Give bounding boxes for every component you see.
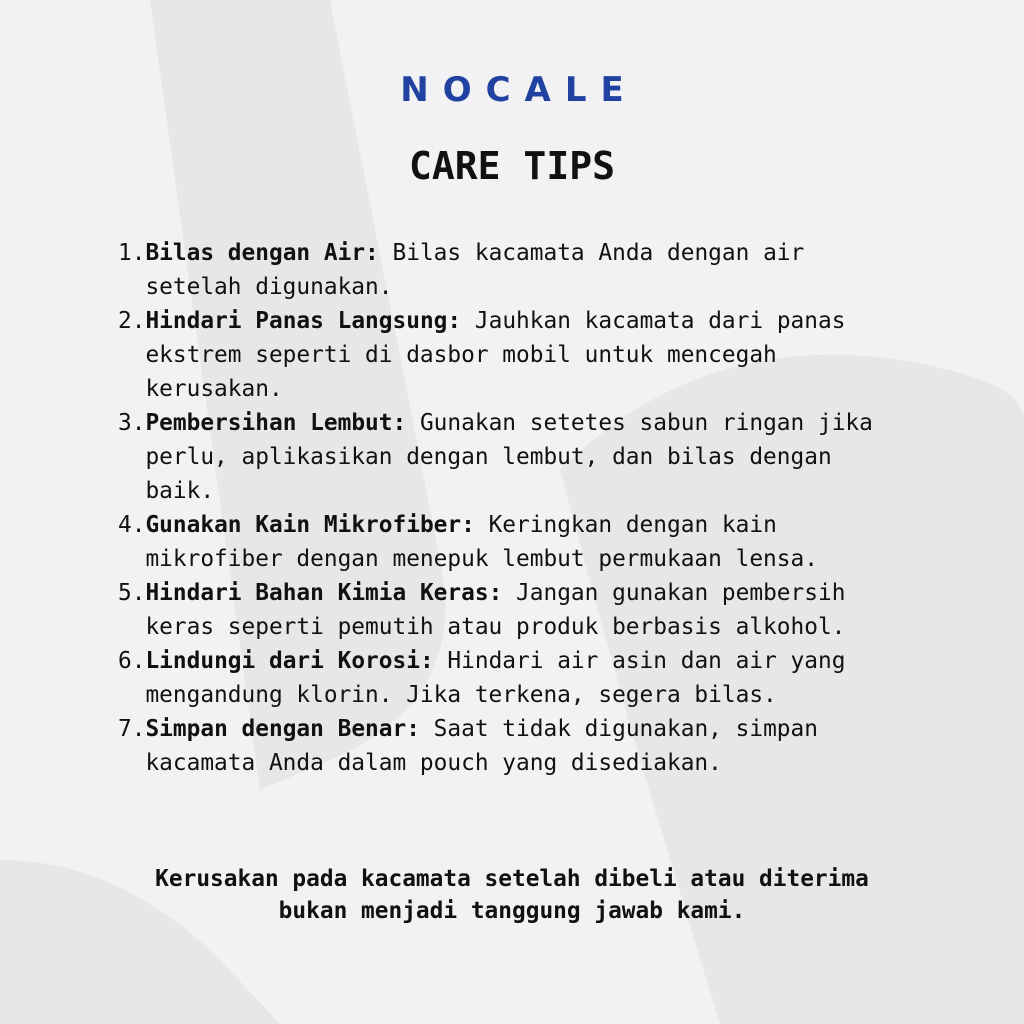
tip-number: 5. xyxy=(118,580,146,606)
tip-heading: Lindungi dari Korosi: xyxy=(145,648,434,674)
tip-heading: Hindari Bahan Kimia Keras: xyxy=(145,580,503,606)
tip-text: Gunakan setetes sabun ringan jika perlu, aplikasikan dengan lembut, dan bilas dengan baik. xyxy=(145,410,873,504)
tip-number: 4. xyxy=(118,512,146,538)
tip-number: 3. xyxy=(118,410,146,436)
brand-logo: NOCALE xyxy=(400,70,638,110)
tip-heading: Pembersihan Lembut: xyxy=(145,410,407,436)
tip-number: 2. xyxy=(118,308,146,334)
tip-text: Keringkan dengan kain mikrofiber dengan menepuk lembut permukaan lensa. xyxy=(145,512,818,572)
tip-number: 1. xyxy=(118,240,146,266)
tip-text: Jauhkan kacamata dari panas ekstrem seperti di dasbor mobil untuk mencegah kerusakan. xyxy=(145,308,846,402)
tip-text: Bilas kacamata Anda dengan air setelah digunakan. xyxy=(145,240,805,300)
tip-text: Hindari air asin dan air yang mengandung klorin. Jika terkena, segera bilas. xyxy=(145,648,846,708)
tip-item xyxy=(118,406,888,508)
tip-item xyxy=(118,236,888,304)
tip-number: 7. xyxy=(118,716,146,742)
tip-heading: Gunakan Kain Mikrofiber: xyxy=(145,512,475,538)
page-title: CARE TIPS xyxy=(409,144,615,188)
care-tips-list xyxy=(118,236,888,780)
tip-item xyxy=(118,508,888,576)
tip-text: Jangan gunakan pembersih keras seperti pemutih atau produk berbasis alkohol. xyxy=(145,580,846,640)
tip-item xyxy=(118,712,888,780)
tip-number: 6. xyxy=(118,648,146,674)
tip-heading: Simpan dengan Benar: xyxy=(145,716,420,742)
disclaimer-line-1: Kerusakan pada kacamata setelah dibeli atau diterima xyxy=(155,866,869,892)
tip-item xyxy=(118,304,888,406)
disclaimer-line-2: bukan menjadi tanggung jawab kami. xyxy=(278,898,746,924)
disclaimer xyxy=(0,863,1024,927)
tip-item xyxy=(118,576,888,644)
tip-heading: Bilas dengan Air: xyxy=(145,240,379,266)
tip-item xyxy=(118,644,888,712)
tip-heading: Hindari Panas Langsung: xyxy=(145,308,462,334)
tip-text: Saat tidak digunakan, simpan kacamata Anda dalam pouch yang disediakan. xyxy=(145,716,818,776)
